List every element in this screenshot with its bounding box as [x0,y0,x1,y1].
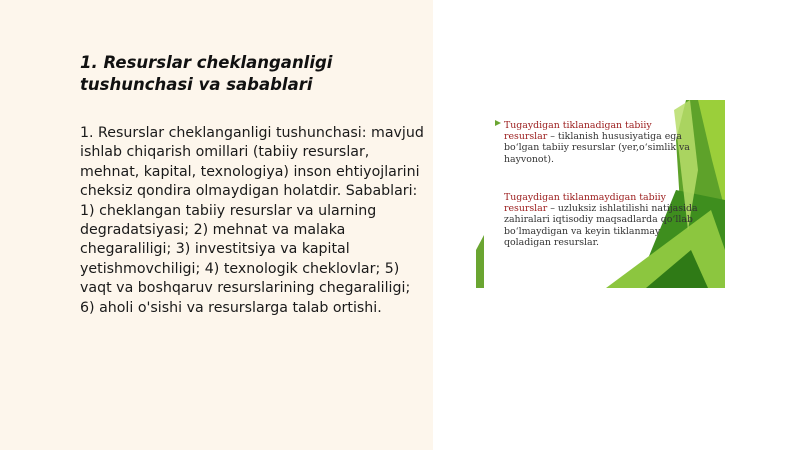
picture-item-1-term: Tugaydigan tiklanadigan tabiiy resurslar [504,120,652,143]
picture-item-2 [504,192,699,248]
arrow-bullet-icon [495,120,501,126]
embedded-slide-picture [476,100,725,288]
slide-title: 1. Resurslar cheklanganligi tushunchasi va sabablari [80,53,333,94]
picture-item-1-desc: – tiklanish hususiyatiga ega bo‘lgan tabiiy resurslar (yer,o‘simlik va hayvonot). [504,131,690,165]
picture-item-2-term: Tugaydigan tiklanmaydigan tabiiy resurslar [504,192,666,215]
slide-body-text: 1. Resurslar cheklanganligi tushunchasi: mavjud ishlab chiqarish omillari (tabiiy resurslar, mehnat, kapital, texnologiya) inson ehtiyojlarini cheksiz qondira olmaydigan holatdir. Sabablari: 1) cheklangan tabiiy resurslar va ularning degradatsiyasi; 2) mehnat va malaka chegaraliligi; 3) investitsiya va kapital yetishmovchiligi; 4) texnologik cheklovlar; 5) vaqt va boshqaruv resurslarining chegaraliligi; 6) aholi o'sishi va resurslarga talab ortishi. [80,125,424,316]
picture-item-1 [504,120,694,165]
picture-item-2-desc: – uzluksiz ishlatilishi natijasida zahiralari iqtisodiy maqsadlarda qo‘llab bo‘lmaydigan va keyin tiklanmay qoladigan resurslar. [504,203,698,248]
